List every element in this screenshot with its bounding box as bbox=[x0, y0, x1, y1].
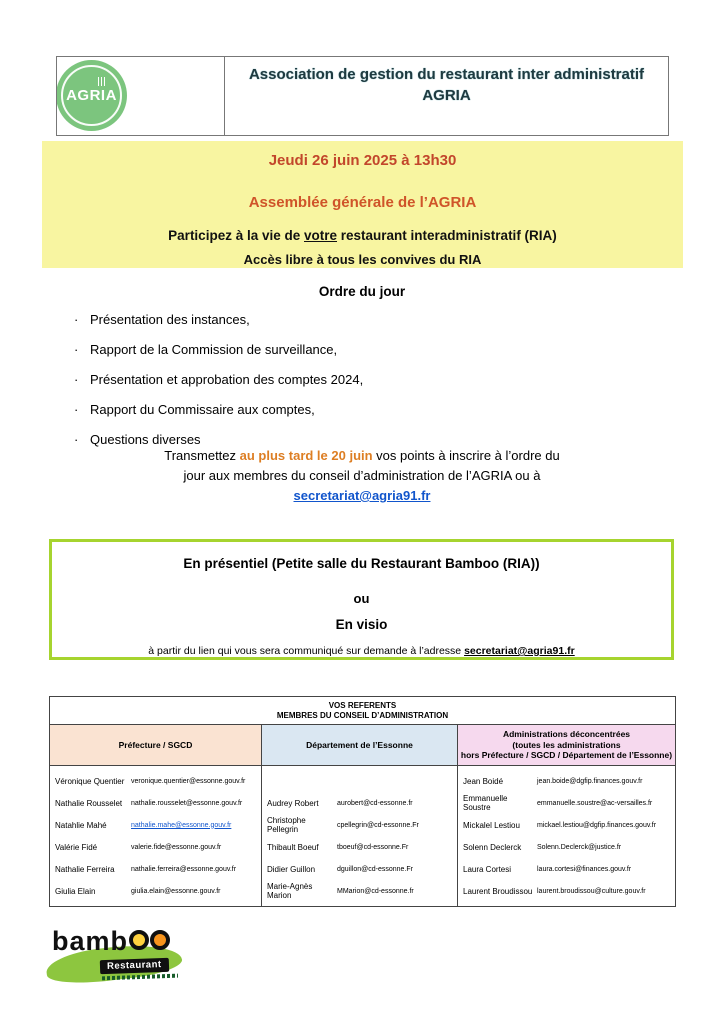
agenda-list bbox=[74, 312, 363, 462]
column-header-prefecture bbox=[50, 725, 262, 765]
referent-email: emmanuelle.soustre@ac-versailles.fr bbox=[537, 799, 653, 807]
referent-name: Giulia Elain bbox=[55, 886, 96, 896]
referent-email: laurent.broudissou@culture.gouv.fr bbox=[537, 887, 646, 895]
visio-link-line bbox=[52, 645, 671, 657]
table-row bbox=[458, 880, 675, 902]
referents-title-line1: VOS REFERENTS bbox=[328, 701, 397, 710]
table-row bbox=[458, 792, 675, 814]
agenda-item bbox=[74, 432, 363, 447]
column-header-text: Département de l’Essonne bbox=[306, 739, 413, 750]
document-title-line1: Association de gestion du restaurant inter administratif bbox=[248, 66, 645, 83]
referent-email: nathalie.rousselet@essonne.gouv.fr bbox=[131, 799, 243, 807]
referents-table-title bbox=[50, 697, 675, 725]
participate-prefix: Participez à la vie de bbox=[168, 228, 304, 243]
agria-logo-cell bbox=[57, 57, 225, 135]
referent-email: veronique.quentier@essonne.gouv.fr bbox=[131, 777, 246, 785]
event-date: Jeudi 26 juin 2025 à 13h30 bbox=[268, 152, 457, 169]
referents-header-row bbox=[50, 725, 675, 766]
participate-suffix: restaurant interadministratif (RIA) bbox=[337, 228, 557, 243]
access-line: Accès libre à tous les convives du RIA bbox=[243, 252, 482, 267]
agenda-item-text: Questions diverses bbox=[90, 432, 201, 447]
column-header-administrations bbox=[458, 725, 675, 765]
referent-email: aurobert@cd-essonne.fr bbox=[337, 799, 413, 807]
referent-name: Véronique Quentier bbox=[55, 776, 125, 786]
referents-column-prefecture bbox=[50, 766, 262, 906]
column-header-text: hors Préfecture / SGCD / Département de l’Essonne) bbox=[460, 750, 673, 761]
transmit-prefix: Transmettez bbox=[164, 448, 240, 463]
table-row bbox=[50, 792, 261, 814]
referent-name: Solenn Declerck bbox=[463, 842, 522, 852]
referent-name: Natahlie Mahé bbox=[55, 820, 107, 830]
referent-name: Valérie Fidé bbox=[55, 842, 98, 852]
agenda-item-text: Présentation des instances, bbox=[90, 312, 250, 327]
header-table bbox=[56, 56, 669, 136]
bamboo-o-icon bbox=[129, 930, 149, 950]
column-header-departement bbox=[262, 725, 458, 765]
referent-email: giulia.elain@essonne.gouv.fr bbox=[131, 887, 221, 895]
table-row bbox=[262, 880, 457, 902]
referents-body bbox=[50, 766, 675, 906]
referent-name: Laura Cortesi bbox=[463, 864, 512, 874]
bamboo-logo bbox=[44, 920, 194, 995]
table-row bbox=[262, 836, 457, 858]
agenda-item-text: Présentation et approbation des comptes 2024, bbox=[90, 372, 364, 387]
table-row bbox=[458, 814, 675, 836]
referent-email: Solenn.Declerck@justice.fr bbox=[537, 843, 622, 851]
agenda-item bbox=[74, 402, 363, 417]
table-row bbox=[50, 814, 261, 836]
agria-logo-icon bbox=[57, 60, 127, 131]
table-row bbox=[50, 836, 261, 858]
visio-link-prefix: à partir du lien qui vous sera communiqué sur demande à l’adresse bbox=[148, 645, 465, 657]
table-row bbox=[50, 880, 261, 902]
referent-email: laura.cortesi@finances.gouv.fr bbox=[537, 865, 632, 873]
in-person-line: En présentiel (Petite salle du Restaurant Bamboo (RIA)) bbox=[183, 556, 540, 571]
document-title-line2: AGRIA bbox=[422, 87, 471, 104]
event-banner bbox=[42, 141, 683, 268]
fork-icon bbox=[98, 77, 105, 86]
referent-email: mickael.lestiou@dgfip.finances.gouv.fr bbox=[537, 821, 657, 829]
column-header-text: Administrations déconcentrées bbox=[502, 729, 631, 740]
referent-name: Thibault Boeuf bbox=[267, 842, 319, 852]
document-title bbox=[225, 57, 668, 135]
or-line: ou bbox=[353, 591, 370, 606]
table-row bbox=[458, 858, 675, 880]
bullet-icon: · bbox=[74, 372, 79, 387]
referent-name: Christophe Pellegrin bbox=[267, 816, 306, 834]
event-title: Assemblée générale de l’AGRIA bbox=[248, 194, 477, 211]
referent-name: Mickalel Lestiou bbox=[463, 820, 520, 830]
participate-underlined-word: votre bbox=[304, 228, 338, 243]
agenda-item bbox=[74, 342, 363, 357]
secretariat-email-link[interactable]: secretariat@agria91.fr bbox=[293, 488, 431, 503]
referent-name: Marie-Agnès Marion bbox=[267, 882, 313, 900]
table-row bbox=[458, 770, 675, 792]
referents-column-departement bbox=[262, 766, 458, 906]
table-row bbox=[50, 770, 261, 792]
referent-email: valerie.fide@essonne.gouv.fr bbox=[131, 843, 222, 851]
column-header-text: (toutes les administrations bbox=[512, 739, 621, 750]
referent-name: Nathalie Ferreira bbox=[55, 864, 115, 874]
referent-email: jean.boide@dgfip.finances.gouv.fr bbox=[537, 777, 643, 785]
table-row bbox=[458, 836, 675, 858]
agenda-item-text: Rapport de la Commission de surveillance, bbox=[90, 342, 338, 357]
agenda-item-text: Rapport du Commissaire aux comptes, bbox=[90, 402, 315, 417]
table-row bbox=[50, 858, 261, 880]
bullet-icon: · bbox=[74, 312, 79, 327]
referent-email: nathalie.ferreira@essonne.gouv.fr bbox=[131, 865, 237, 873]
transmit-line2: jour aux membres du conseil d’administration de l’AGRIA ou à bbox=[183, 468, 541, 483]
bamboo-o-icon bbox=[150, 930, 170, 950]
referent-name: Audrey Robert bbox=[267, 798, 319, 808]
agenda-item bbox=[74, 372, 363, 387]
bullet-icon: · bbox=[74, 432, 79, 447]
referents-column-administrations bbox=[458, 766, 675, 906]
bamboo-restaurant-label: Restaurant bbox=[100, 958, 169, 974]
referent-email: MMarion@cd-essonne.fr bbox=[337, 887, 414, 895]
bamboo-logo-word bbox=[52, 926, 170, 957]
referent-email: cpellegrin@cd-essonne.Fr bbox=[337, 821, 419, 829]
referent-email: dguillon@cd-essonne.Fr bbox=[337, 865, 413, 873]
agenda-heading: Ordre du jour bbox=[318, 284, 406, 299]
bullet-icon: · bbox=[74, 402, 79, 417]
referent-email: tboeuf@cd-essonne.Fr bbox=[337, 843, 409, 851]
table-row bbox=[262, 814, 457, 836]
transmit-suffix: vos points à inscrire à l’ordre du bbox=[372, 448, 560, 463]
table-row bbox=[262, 792, 457, 814]
agria-logo-text: AGRIA bbox=[66, 87, 117, 104]
referent-email-link[interactable]: nathalie.mahe@essonne.gouv.fr bbox=[131, 821, 232, 829]
referent-name: Nathalie Rousselet bbox=[55, 798, 123, 808]
referent-name: Jean Boidé bbox=[463, 776, 504, 786]
secretariat-email-link-2[interactable]: secretariat@agria91.fr bbox=[464, 645, 575, 657]
visio-line: En visio bbox=[335, 617, 388, 632]
bullet-icon: · bbox=[74, 342, 79, 357]
table-row bbox=[262, 770, 457, 792]
referent-name: Emmanuelle Soustre bbox=[463, 794, 508, 812]
table-row bbox=[262, 858, 457, 880]
column-header-text: Préfecture / SGCD bbox=[118, 739, 193, 750]
referent-name: Didier Guillon bbox=[267, 864, 316, 874]
referents-title-line2: MEMBRES DU CONSEIL D’ADMINISTRATION bbox=[276, 711, 449, 720]
participate-line bbox=[42, 228, 683, 243]
referents-table bbox=[49, 696, 676, 907]
deadline-highlight: au plus tard le 20 juin bbox=[239, 448, 373, 463]
bamboo-logo-letters: bamb bbox=[52, 926, 129, 956]
location-box bbox=[49, 539, 674, 660]
referent-name: Laurent Broudissou bbox=[463, 886, 533, 896]
transmit-paragraph bbox=[62, 446, 662, 506]
agenda-item bbox=[74, 312, 363, 327]
